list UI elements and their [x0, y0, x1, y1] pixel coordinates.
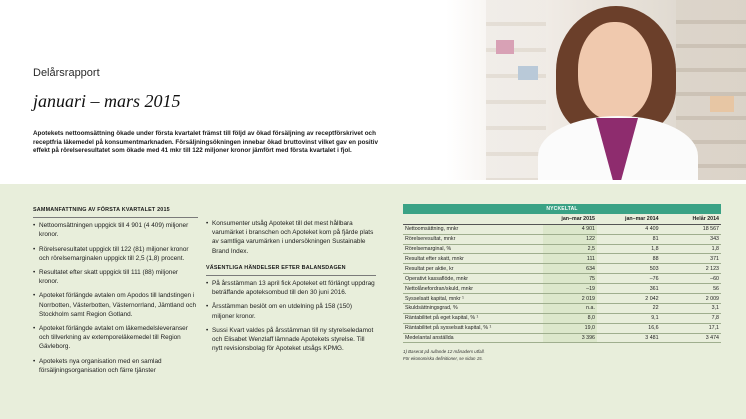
- table-cell: 88: [597, 254, 661, 264]
- table-cell: 122: [543, 234, 597, 244]
- row-label: Nettolånefordran/skuld, mnkr: [403, 284, 543, 294]
- table-cell: 75: [543, 274, 597, 284]
- pharmacy-shelf-left: [486, 0, 546, 180]
- table-cell: 81: [597, 234, 661, 244]
- header-section: [0, 0, 746, 180]
- kpi-table-block: [403, 204, 721, 362]
- kpi-table-body: [403, 224, 721, 343]
- events-column: [206, 219, 376, 358]
- footnote: 1) Baserat på rullande 12 månaders utfall.: [403, 349, 485, 355]
- kpi-header-row: [403, 214, 721, 224]
- column-header: Helår 2014: [661, 214, 721, 224]
- summary-list: [33, 221, 198, 375]
- table-cell: 3,1: [661, 303, 721, 313]
- table-row: [403, 254, 721, 264]
- table-cell: 111: [543, 254, 597, 264]
- list-item: • På årsstämman 13 april fick Apoteket ett förlängt uppdrag beträffande apoteksombud till den 30 juni 2016.: [206, 279, 376, 297]
- table-cell: 2 019: [543, 294, 597, 304]
- table-cell: 1,8: [661, 244, 721, 254]
- pharmacist-photo: [446, 0, 746, 180]
- table-row: [403, 274, 721, 284]
- list-item: • Apotekets nya organisation med en samlad försäljningsorganisation och färre tjänster: [33, 357, 198, 375]
- summary-column: [33, 206, 198, 380]
- table-row: [403, 333, 721, 343]
- person-face: [578, 22, 652, 120]
- column-header: [403, 214, 543, 224]
- table-row: [403, 224, 721, 234]
- table-cell: 2 123: [661, 264, 721, 274]
- table-cell: 371: [661, 254, 721, 264]
- row-label: Medelantal anställda: [403, 333, 543, 343]
- medicine-box: [496, 40, 514, 54]
- list-item: • Årsstämman beslöt om en utdelning på 158 (150) miljoner kronor.: [206, 302, 376, 320]
- table-cell: 17,1: [661, 323, 721, 333]
- row-label: Rörelseresultat, mnkr: [403, 234, 543, 244]
- report-period-title: januari – mars 2015: [33, 91, 181, 111]
- summary-list-continued: [206, 219, 376, 256]
- list-item: • Sussi Kvart valdes på årsstämman till ny styrelseledamot och Elisabet Wenzlaff lämnade Apotekets styrelse. Till nytt revisionsbolag för Apoteket utsågs KPMG.: [206, 326, 376, 354]
- list-item: • Konsumenter utsåg Apoteket till det mest hållbara varumärket i branschen och Apoteket kom på fjärde plats av samtliga varumärken i undersökningen Sustainable Brand Index.: [206, 219, 376, 256]
- table-cell: 8,0: [543, 313, 597, 323]
- table-cell: 2 009: [661, 294, 721, 304]
- list-item: • Resultatet efter skatt uppgick till 111 (88) miljoner kronor.: [33, 268, 198, 286]
- row-label: Resultat efter skatt, mnkr: [403, 254, 543, 264]
- medicine-box: [710, 96, 734, 112]
- intro-paragraph: Apotekets nettoomsättning ökade under första kvartalet främst till följd av ökad försäljning av receptförskrivet och receptfria läkemedel på konsumentmarknaden. Försäljningsökningen innebar ökad bruttovinst vilket gav en positiv effekt på rörelseresultatet som ökade med 41 mkr till 122 miljoner kronor jämfört med första kvartalet i fjol.: [33, 130, 379, 155]
- table-cell: 1,8: [597, 244, 661, 254]
- report-label: Delårsrapport: [33, 67, 100, 79]
- table-cell: 7,8: [661, 313, 721, 323]
- row-label: Nettoomsättning, mnkr: [403, 224, 543, 234]
- footnote: För ekonomiska definitioner, se sidan 15.: [403, 356, 483, 362]
- table-cell: –60: [661, 274, 721, 284]
- table-row: [403, 234, 721, 244]
- table-cell: 4 409: [597, 224, 661, 234]
- row-label: Räntabilitet på sysselsatt kapital, % ¹: [403, 323, 543, 333]
- table-cell: 18 567: [661, 224, 721, 234]
- row-label: Resultat per aktie, kr: [403, 264, 543, 274]
- row-label: Skuldsättningsgrad, %: [403, 303, 543, 313]
- table-cell: –19: [543, 284, 597, 294]
- column-header: jan–mar 2014: [597, 214, 661, 224]
- table-cell: 22: [597, 303, 661, 313]
- events-list: [206, 279, 376, 353]
- table-cell: n.a.: [543, 303, 597, 313]
- kpi-table: [403, 214, 721, 343]
- table-cell: 56: [661, 284, 721, 294]
- table-cell: 4 901: [543, 224, 597, 234]
- table-row: [403, 264, 721, 274]
- table-cell: 9,1: [597, 313, 661, 323]
- table-cell: 343: [661, 234, 721, 244]
- column-header: jan–mar 2015: [543, 214, 597, 224]
- kpi-table-title: NYCKELTAL: [403, 204, 721, 214]
- row-label: Rörelsemarginal, %: [403, 244, 543, 254]
- medicine-box: [518, 66, 538, 80]
- list-item: • Apoteket förlängde avtalet om läkemedelsleveranser och tillverkning av extemporeläkemedel till Region Gävleborg.: [33, 324, 198, 352]
- table-cell: 634: [543, 264, 597, 274]
- table-cell: 3 474: [661, 333, 721, 343]
- table-cell: 2,5: [543, 244, 597, 254]
- table-row: [403, 303, 721, 313]
- list-item: • Apoteket förlängde avtalen om Apodos till landstingen i Norrbotten, Västerbotten, Västernorrland, Jämtland och Stockholm samt Region Gotland.: [33, 291, 198, 319]
- list-item: • Nettoomsättningen uppgick till 4 901 (4 409) miljoner kronor.: [33, 221, 198, 239]
- table-cell: 3 481: [597, 333, 661, 343]
- table-cell: 16,6: [597, 323, 661, 333]
- table-row: [403, 313, 721, 323]
- kpi-footnotes: [403, 348, 721, 362]
- row-label: Sysselsatt kapital, mnkr ¹: [403, 294, 543, 304]
- table-row: [403, 294, 721, 304]
- table-cell: –76: [597, 274, 661, 284]
- table-row: [403, 244, 721, 254]
- table-cell: 503: [597, 264, 661, 274]
- table-row: [403, 284, 721, 294]
- list-item: • Rörelseresultatet uppgick till 122 (81) miljoner kronor och rörelsemarginalen uppgick till 2,5 (1,8) procent.: [33, 245, 198, 263]
- summary-title: SAMMANFATTNING AV FÖRSTA KVARTALET 2015: [33, 206, 198, 218]
- row-label: Räntabilitet på eget kapital, % ¹: [403, 313, 543, 323]
- table-row: [403, 323, 721, 333]
- table-cell: 2 042: [597, 294, 661, 304]
- table-cell: 361: [597, 284, 661, 294]
- table-cell: 3 396: [543, 333, 597, 343]
- events-title: VÄSENTLIGA HÄNDELSER EFTER BALANSDAGEN: [206, 264, 376, 276]
- row-label: Operativt kassaflöde, mnkr: [403, 274, 543, 284]
- table-cell: 19,0: [543, 323, 597, 333]
